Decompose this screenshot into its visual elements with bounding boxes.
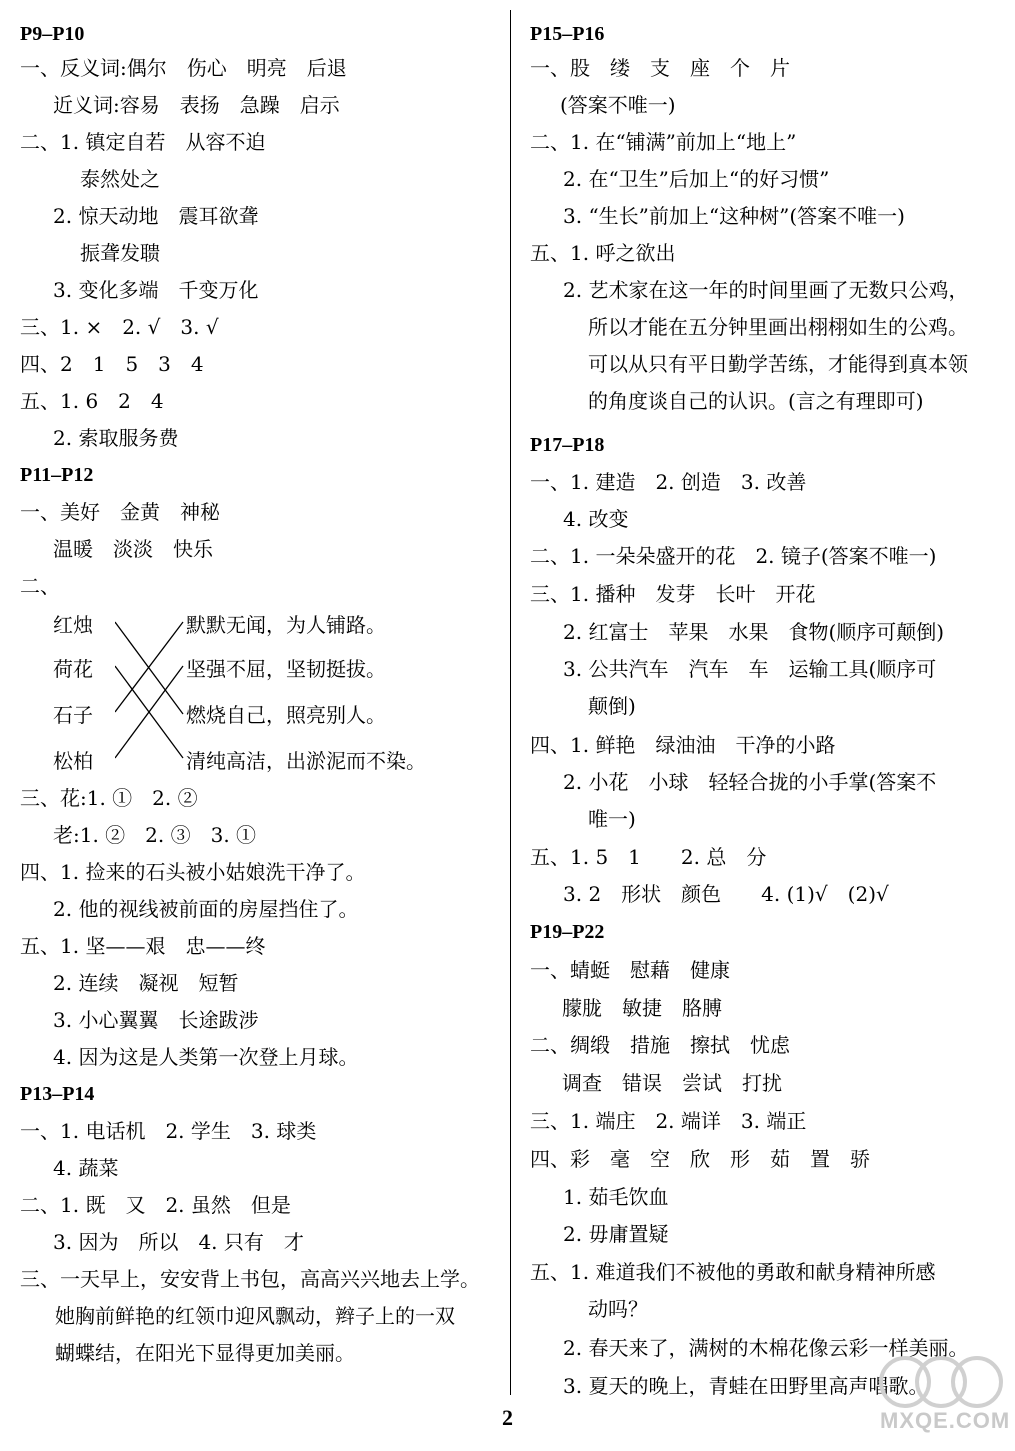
answer-line: 3. 2 形状 颜色 4. (1)√ (2)√ — [563, 882, 889, 906]
answer-line: 四、1. 捡来的石头被小姑娘洗干净了。 — [20, 860, 366, 884]
watermark-text: MXQE.COM — [880, 1408, 1011, 1433]
answer-line: 2. 小花 小球 轻轻合拢的小手掌(答案不 — [563, 770, 937, 794]
answer-line: 一、股 缕 支 座 个 片 — [530, 56, 790, 80]
answer-line: 五、1. 5 1 2. 总 分 — [530, 845, 767, 869]
answer-line: 二、1. 既 又 2. 虽然 但是 — [20, 1193, 291, 1217]
answer-line: 温暖 淡淡 快乐 — [53, 537, 213, 561]
answer-line: 二、1. 镇定自若 从容不迫 — [20, 130, 266, 154]
answer-line: 泰然处之 — [80, 167, 160, 191]
answer-line: 可以从只有平日勤学苦练，才能得到真本领 — [588, 352, 968, 376]
match-right-item: 清纯高洁，出淤泥而不染。 — [186, 749, 426, 773]
answer-line: 三、花:1. ① 2. ② — [20, 786, 198, 810]
answer-line: 二、 — [20, 574, 60, 598]
answer-line: 二、绸缎 措施 擦拭 忧虑 — [530, 1033, 790, 1057]
answer-line: 3. 变化多端 千变万化 — [53, 278, 259, 302]
answer-line: 3. 小心翼翼 长途跋涉 — [53, 1008, 259, 1032]
answer-line: 颠倒) — [588, 694, 636, 718]
answer-line: 2. 惊天动地 震耳欲聋 — [53, 204, 259, 228]
answer-line: 三、1. 端庄 2. 端详 3. 端正 — [530, 1109, 807, 1133]
answer-line: 2. 他的视线被前面的房屋挡住了。 — [53, 897, 359, 921]
section-heading-p19-p22: P19–P22 — [530, 921, 605, 943]
answer-line: 振聋发聩 — [80, 241, 160, 265]
answer-line: 五、1. 难道我们不被他的勇敢和献身精神所感 — [530, 1260, 936, 1284]
answer-line: 4. 蔬菜 — [53, 1156, 119, 1180]
answer-line: 一、1. 电话机 2. 学生 3. 球类 — [20, 1119, 317, 1143]
answer-line: 4. 因为这是人类第一次登上月球。 — [53, 1045, 359, 1069]
column-divider — [510, 10, 511, 1395]
answer-line: 四、彩 毫 空 欣 形 茹 置 骄 — [530, 1147, 870, 1171]
page-number: 2 — [502, 1405, 513, 1430]
answer-line: 三、一天早上，安安背上书包，高高兴兴地去上学。 — [20, 1267, 480, 1291]
answer-line: 三、1. × 2. √ 3. √ — [20, 315, 219, 339]
answer-line: 朦胧 敏捷 胳膊 — [562, 996, 722, 1020]
answer-line: 一、1. 建造 2. 创造 3. 改善 — [530, 470, 807, 494]
match-right-item: 默默无闻，为人铺路。 — [186, 613, 386, 637]
answer-line: 二、1. 一朵朵盛开的花 2. 镜子(答案不唯一) — [530, 544, 937, 568]
answer-line: 五、1. 6 2 4 — [20, 389, 164, 413]
matching-lines — [115, 608, 190, 768]
answer-line: 一、美好 金黄 神秘 — [20, 500, 220, 524]
answer-line: 1. 茹毛饮血 — [563, 1185, 669, 1209]
answer-line: 调查 错误 尝试 打扰 — [562, 1071, 782, 1095]
answer-line: 三、1. 播种 发芽 长叶 开花 — [530, 582, 816, 606]
match-right-item: 坚强不屈，坚韧挺拔。 — [186, 657, 386, 681]
answer-line: 五、1. 呼之欲出 — [530, 241, 676, 265]
answer-line: 2. 索取服务费 — [53, 426, 179, 450]
answer-line: 她胸前鲜艳的红领巾迎风飘动，辫子上的一双 — [55, 1304, 455, 1328]
answer-line: 近义词:容易 表扬 急躁 启示 — [53, 93, 340, 117]
answer-line: 一、蜻蜓 慰藉 健康 — [530, 958, 730, 982]
answer-line: 2. 艺术家在这一年的时间里画了无数只公鸡， — [563, 278, 969, 302]
match-left-item: 红烛 — [53, 613, 93, 637]
match-right-item: 燃烧自己，照亮别人。 — [186, 703, 386, 727]
match-left-item: 荷花 — [53, 657, 93, 681]
answer-line: 四、1. 鲜艳 绿油油 干净的小路 — [530, 733, 836, 757]
section-heading-p17-p18: P17–P18 — [530, 434, 605, 456]
answer-line: 动吗？ — [588, 1297, 648, 1321]
answer-line: 3. 公共汽车 汽车 车 运输工具(顺序可 — [563, 657, 937, 681]
section-heading-p11-p12: P11–P12 — [20, 464, 94, 486]
answer-line: 2. 毋庸置疑 — [563, 1222, 669, 1246]
answer-line: 唯一) — [588, 807, 636, 831]
section-heading-p15-p16: P15–P16 — [530, 23, 605, 45]
answer-line: 的角度谈自己的认识。(言之有理即可) — [588, 389, 924, 413]
answer-line: 2. 红富士 苹果 水果 食物(顺序可颠倒) — [563, 620, 945, 644]
answer-line: 2. 连续 凝视 短暂 — [53, 971, 239, 995]
match-left-item: 松柏 — [53, 749, 93, 773]
section-heading-p13-p14: P13–P14 — [20, 1083, 95, 1105]
answer-line: 2. 在“卫生”后加上“的好习惯” — [563, 167, 830, 191]
answer-line: 3. 因为 所以 4. 只有 才 — [53, 1230, 304, 1254]
answer-line: 五、1. 坚——艰 忠——终 — [20, 934, 266, 958]
section-heading-p9-p10: P9–P10 — [20, 23, 85, 45]
scan-fade-area — [760, 936, 850, 996]
answer-line: 老:1. ② 2. ③ 3. ① — [53, 823, 257, 847]
answer-line: 四、2 1 5 3 4 — [20, 352, 204, 376]
answer-line: 二、1. 在“铺满”前加上“地上” — [530, 130, 797, 154]
answer-line: 4. 改变 — [563, 507, 629, 531]
answer-line: 3. “生长”前加上“这种树”(答案不唯一) — [563, 204, 905, 228]
answer-line: 3. 夏天的晚上，青蛙在田野里高声唱歌。 — [563, 1374, 929, 1398]
answer-line: 2. 春天来了，满树的木棉花像云彩一样美丽。 — [563, 1336, 969, 1360]
answer-line: 所以才能在五分钟里画出栩栩如生的公鸡。 — [588, 315, 968, 339]
answer-line: 一、反义词:偶尔 伤心 明亮 后退 — [20, 56, 347, 80]
answer-line: 蝴蝶结，在阳光下显得更加美丽。 — [55, 1341, 355, 1365]
answer-line: (答案不唯一) — [560, 93, 676, 117]
match-left-item: 石子 — [53, 703, 93, 727]
